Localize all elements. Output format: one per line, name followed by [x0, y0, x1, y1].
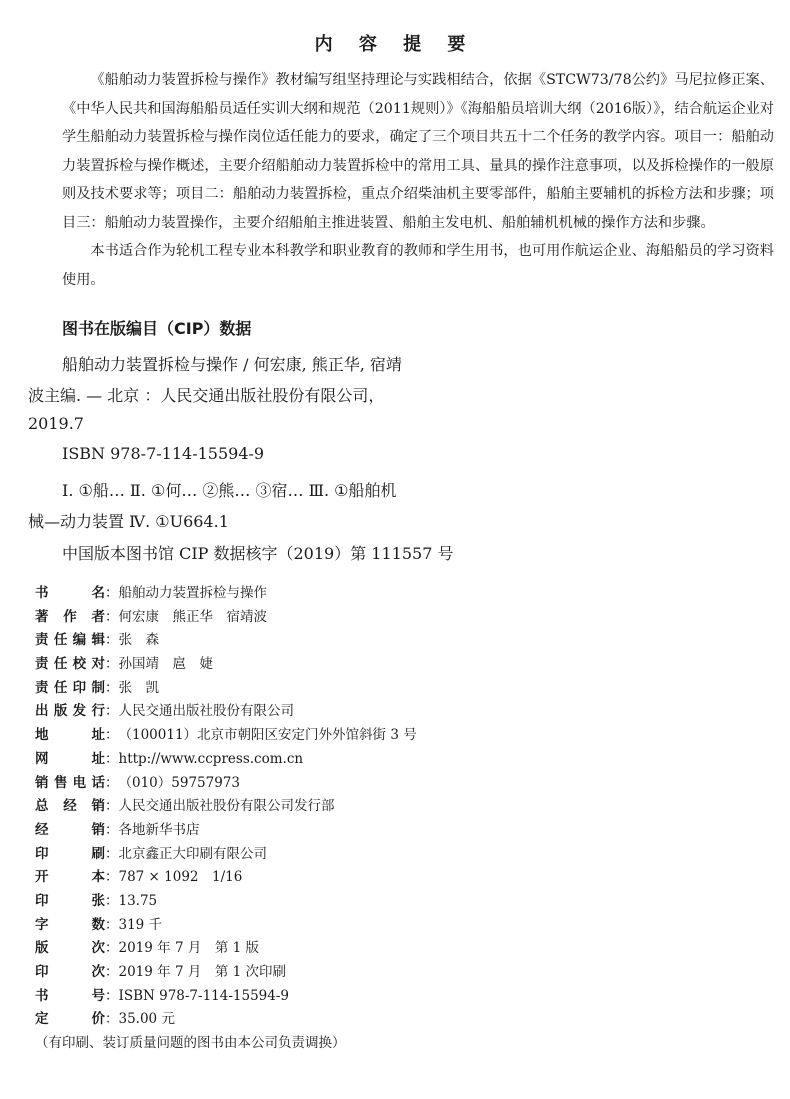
meta-value: 35.00 元 — [118, 1011, 175, 1028]
meta-value: （100011）北京市朝阳区安定门外外馆斜街 3 号 — [118, 727, 417, 744]
meta-row-printing-supervisor: 责任印制：张 凯 — [35, 677, 755, 701]
meta-row-printer: 印刷：北京鑫正大印刷有限公司 — [35, 843, 755, 867]
meta-label: 定价 — [35, 1011, 105, 1028]
page-title: 内 容 提 要 — [314, 34, 476, 55]
meta-row-title: 书名：船舶动力装置拆检与操作 — [35, 582, 755, 606]
meta-row-distributor: 经销：各地新华书店 — [35, 819, 755, 843]
meta-value: 787 × 1092 1/16 — [118, 869, 243, 886]
cip-heading: 图书在版编目（CIP）数据 — [62, 319, 252, 338]
meta-label: 版次 — [35, 940, 105, 957]
cip-classification: Ⅰ. ①船… Ⅱ. ①何… ②熊… ③宿… Ⅲ. ①船舶机 — [62, 481, 397, 500]
meta-label: 印刷 — [35, 845, 105, 862]
meta-label: 经销 — [35, 821, 105, 838]
meta-value: 北京鑫正大印刷有限公司 — [118, 845, 267, 862]
meta-label: 印张 — [35, 892, 105, 909]
cip-line: 波主编. — 北京 ：人民交通出版社股份有限公司， — [28, 386, 385, 405]
meta-label: 开本 — [35, 869, 105, 886]
meta-value: ISBN 978-7-114-15594-9 — [118, 987, 290, 1004]
meta-row-general-distributor: 总经销：人民交通出版社股份有限公司发行部 — [35, 795, 755, 819]
meta-label: 著作者 — [35, 608, 105, 625]
meta-value: 何宏康 熊正华 宿靖波 — [118, 608, 267, 625]
content-summary — [62, 66, 774, 294]
meta-row-editor: 责任编辑：张 森 — [35, 629, 755, 653]
meta-label: 出版发行 — [35, 703, 105, 720]
meta-value: 各地新华书店 — [118, 821, 200, 838]
meta-label: 印次 — [35, 964, 105, 980]
meta-value: 13.75 — [118, 892, 158, 909]
meta-value: 人民交通出版社股份有限公司发行部 — [118, 798, 335, 815]
meta-value: 人民交通出版社股份有限公司 — [118, 703, 294, 720]
cip-record-number: 中国版本图书馆 CIP 数据核字（2019）第 111557 号 — [62, 544, 454, 563]
meta-row-sales-phone: 销售电话：（010）59757973 — [35, 772, 755, 796]
cip-line: 船舶动力装置拆检与操作 / 何宏康, 熊正华, 宿靖 — [62, 355, 402, 374]
meta-value: http://www.ccpress.com.cn — [118, 750, 304, 767]
meta-label: 书号 — [35, 987, 105, 1004]
meta-row-publisher: 出版发行：人民交通出版社股份有限公司 — [35, 700, 755, 724]
meta-label: 字数 — [35, 916, 105, 933]
meta-row-website: 网址：http://www.ccpress.com.cn — [35, 748, 755, 772]
cip-isbn: ISBN 978-7-114-15594-9 — [62, 444, 265, 463]
meta-value: 319 千 — [118, 916, 163, 933]
meta-row-address: 地址：（100011）北京市朝阳区安定门外外馆斜街 3 号 — [35, 724, 755, 748]
meta-value: 2019 年 7 月 第 1 次印刷 — [118, 964, 286, 980]
meta-label: 书名 — [35, 585, 105, 601]
meta-value: 孙国靖 扈 婕 — [118, 656, 213, 673]
meta-row-proofreader: 责任校对：孙国靖 扈 婕 — [35, 653, 755, 677]
meta-value: （010）59757973 — [118, 774, 240, 791]
meta-row-authors: 著作者：何宏康 熊正华 宿靖波 — [35, 606, 755, 630]
meta-row-price: 定价：35.00 元 — [35, 1008, 755, 1032]
meta-row-word-count: 字数：319 千 — [35, 914, 755, 938]
meta-value: 船舶动力装置拆检与操作 — [118, 585, 267, 601]
meta-label: 销售电话 — [35, 774, 105, 791]
meta-value: 2019 年 7 月 第 1 版 — [118, 940, 259, 957]
summary-paragraph-2: 本书适合作为轮机工程专业本科教学和职业教育的教师和学生用书，也可用作航运企业、海船船员的学习资料使用。 — [62, 243, 774, 288]
meta-row-impression: 印次：2019 年 7 月 第 1 次印刷 — [35, 961, 755, 985]
summary-paragraph-1: 《船舶动力装置拆检与操作》教材编写组坚持理论与实践相结合，依据《STCW73/78公约》马尼拉修正案、《中华人民共和国海船船员适任实训大纲和规范（2011规则）》《海船船员培训大纲（2016版）》，结合航运企业对学生船舶动力装置拆检与操作岗位适任能力的要求，确定了三个项目共五十二个任务的教学内容。项目一：船舶动力装置拆检与操作概述，主要介绍船舶动力装置拆检中的常用工具、量具的操作注意事项，以及拆检操作的一般原则及技术要求等；项目二：船舶动力装置拆检，重点介绍柴油机主要零部件，船舶主要辅机的拆检方法和步骤；项目三：船舶动力装置操作，主要介绍船舶主推进装置、船舶主发电机、船舶辅机机械的操作方法和步骤。 — [62, 72, 774, 231]
meta-label: 总经销 — [35, 798, 105, 815]
meta-row-edition: 版次：2019 年 7 月 第 1 版 — [35, 937, 755, 961]
cip-line: 2019.7 — [28, 414, 84, 433]
meta-value: 张 凯 — [118, 679, 159, 696]
meta-row-sheets: 印张：13.75 — [35, 890, 755, 914]
quality-notice: （有印刷、装订质量问题的图书由本公司负责调换） — [35, 1035, 346, 1052]
cip-classification-cont: 械—动力装置 Ⅳ. ①U664.1 — [28, 512, 229, 531]
meta-label: 网址 — [35, 750, 105, 767]
meta-row-isbn: 书号：ISBN 978-7-114-15594-9 — [35, 985, 755, 1009]
meta-value: 张 森 — [118, 632, 159, 649]
meta-label: 责任校对 — [35, 656, 105, 673]
meta-label: 责任印制 — [35, 679, 105, 696]
meta-label: 责任编辑 — [35, 632, 105, 649]
meta-label: 地址 — [35, 727, 105, 744]
meta-row-format: 开本：787 × 1092 1/16 — [35, 866, 755, 890]
publication-details — [35, 582, 755, 1056]
